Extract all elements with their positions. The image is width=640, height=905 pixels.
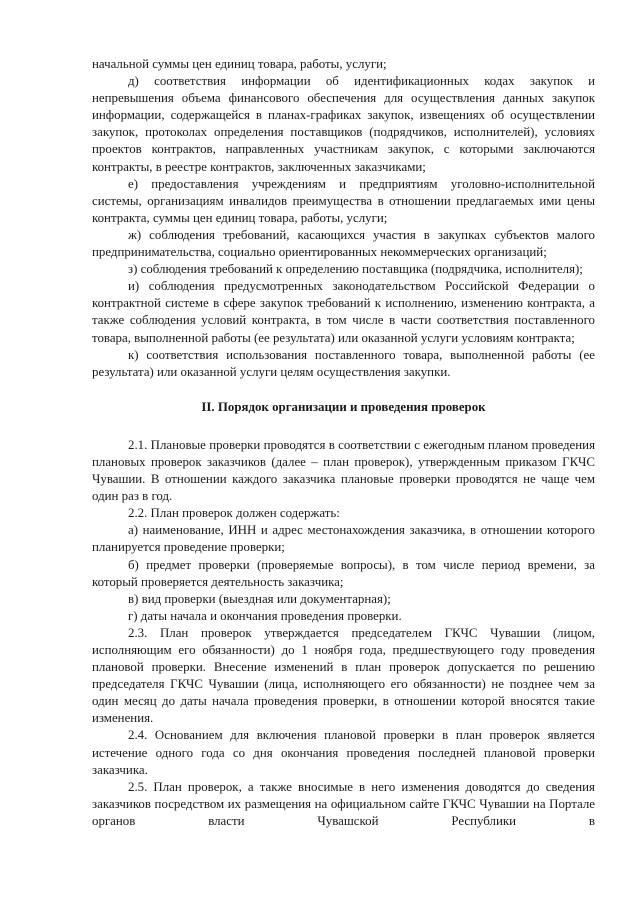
paragraph-2-2-v: в) вид проверки (выездная или документарная);: [128, 591, 391, 606]
section-heading: II. Порядок организации и проведения проверок: [201, 399, 486, 414]
paragraph-2-2-g: г) даты начала и окончания проведения проверки.: [128, 608, 402, 623]
paragraph-item-d: д) соответствия информации об идентификационных кодах закупок и непревышения объема финансового обеспечения для осуществления данных закупок информации, содержащейся в планах-графиках закупок, извещениях об осуществлении закупок, протоколах определения поставщиков (подрядчиков, исполнителей), условиях проектов контрактов, направленных участникам закупок, с которыми заключаются контракты, в реестре контрактов, заключенных заказчиками;: [92, 74, 595, 174]
paragraph-2-3: 2.3. План проверок утверждается председателем ГКЧС Чувашии (лицом, исполняющим его обязанности) до 1 ноября года, предшествующего году проведения плановой проверки. Внесение изменений в план проверок допускается по решению председателя ГКЧС Чувашии (лица, исполняющего его обязанности) не позднее чем за один месяц до даты начала проведения проверки, в отношении которой вносятся такие изменения.: [92, 625, 595, 726]
paragraph-2-1: 2.1. Плановые проверки проводятся в соответствии с ежегодным планом проведения плановых проверок заказчиков (далее – план проверок), утвержденным приказом ГКЧС Чувашии. В отношении каждого заказчика плановые проверки проводятся не чаще чем один раз в год.: [92, 437, 595, 504]
paragraph-2-2: 2.2. План проверок должен содержать:: [128, 506, 340, 521]
paragraph-item-k: к) соответствия использования поставленного товара, выполненной работы (ее результата) или оказанной услуги целям осуществления закупки.: [92, 347, 595, 379]
paragraph-continuation: начальной суммы цен единиц товара, работы, услуги;: [92, 57, 387, 71]
paragraph-item-z: з) соблюдения требований к определению поставщика (подрядчика, исполнителя);: [128, 262, 583, 277]
paragraph-item-i: и) соблюдения предусмотренных законодательством Российской Федерации о контрактной системе в сфере закупок требований к исполнению, изменению контракта, а также соблюдения условий контракта, в том числе в части соответствия поставленного товара, выполненной работы (ее результата) или оказанной услуги условиям контракта;: [92, 279, 595, 345]
paragraph-2-4: 2.4. Основанием для включения плановой проверки в план проверок является истечение одного года со дня окончания проведения последней плановой проверки заказчика.: [92, 728, 595, 777]
paragraph-item-e: е) предоставления учреждениям и предприятиям уголовно-исполнительной системы, организациям инвалидов преимущества в отношении предлагаемых ими цены контракта, суммы цен единиц товара, работы, услуги;: [92, 176, 595, 225]
paragraph-2-5: 2.5. План проверок, а также вносимые в него изменения доводятся до сведения заказчиков посредством их размещения на официальном сайте ГКЧС Чувашии на Портале органов власти Чувашской Республики в: [92, 779, 595, 828]
paragraph-2-2-b: б) предмет проверки (проверяемые вопросы), в том числе период времени, за который проверяется деятельность заказчика;: [92, 557, 595, 589]
paragraph-item-zh: ж) соблюдения требований, касающихся участия в закупках субъектов малого предпринимательства, социально ориентированных некоммерческих организаций;: [92, 227, 595, 260]
paragraph-2-2-a: а) наименование, ИНН и адрес местонахождения заказчика, в отношении которого планируется проведение проверки;: [92, 523, 595, 555]
